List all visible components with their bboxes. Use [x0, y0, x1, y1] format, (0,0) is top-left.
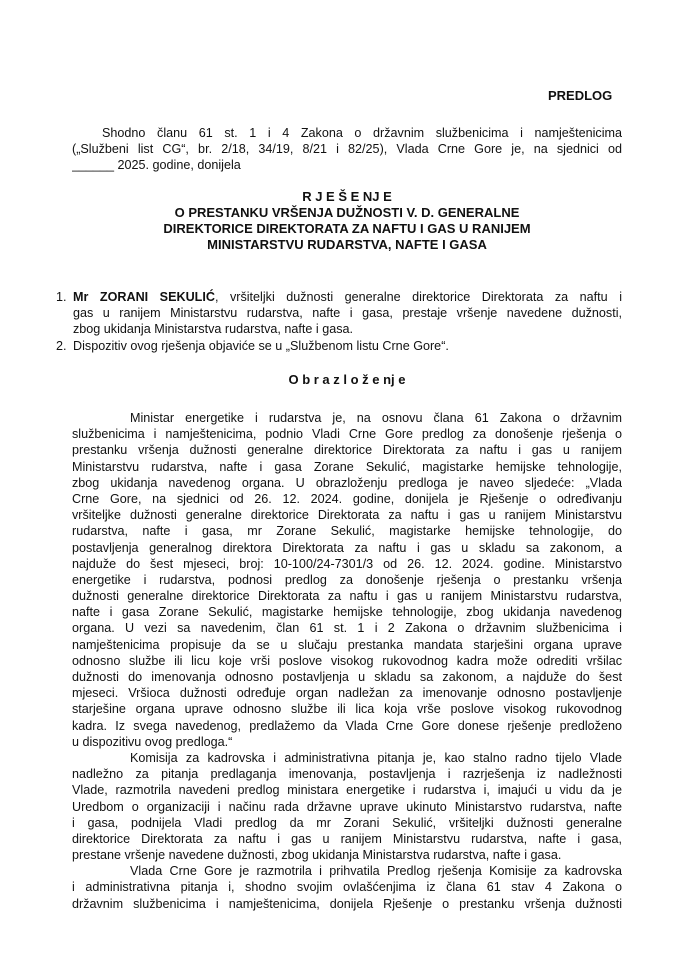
text-line: gas u ranijem Ministarstvu rudarstva, nafte i gasa, prestaje vršenje navedene dužnosti, [73, 306, 622, 321]
text-line: Ministarstvu rudarstva, nafte i gasa Zorane Sekulić, magistarke hemijske tehnologije, [72, 459, 622, 474]
text-line: nadležno za pitanja predlaganja imenovanja, postavljenja i razrješenja iz nadležnosti [72, 767, 622, 782]
text-line: Shodno članu 61 st. 1 i 4 Zakona o državnim službenicima i namještenicima [102, 126, 622, 140]
text-line: dužnosti generalne direktorice Direktorata za naftu i gas u ranijem Ministarstvu rudarstva, [72, 589, 622, 604]
text-line: organa. U vezi sa navedenim, član 61 st. 1 i 2 Zakona o državnim službenicima i [72, 621, 622, 636]
text-line: zbog ukidanja navedenog organa. U obrazloženju predloga je naveo sljedeće: „Vlada [72, 475, 622, 490]
list-item [56, 338, 622, 354]
preamble [72, 125, 622, 174]
text-line: Vlada Crne Gore je razmotrila i prihvatila Predlog rješenja Komisije za kadrovska [130, 864, 622, 879]
person-name: Mr ZORANI SEKULIĆ [73, 290, 215, 304]
list-number: 1. [56, 290, 67, 304]
decision-items [56, 289, 622, 354]
text-line: direktorice Direktorata za naftu i gas u ranijem Ministarstvu rudarstva, nafte i gasa, [72, 831, 622, 846]
text-line: rudarstva, nafte i gasa, mr Zorane Sekulić, magistarke hemijske tehnologije, do [72, 524, 622, 539]
text-line: namještenicima propisuje da se u slučaju prestanka mandata starješini organa uprave [72, 637, 622, 652]
text-line: energetike i rudarstva, podnosi predlog za donošenje rješenja o prestanku vršenja [72, 572, 622, 587]
text-line: i administrativna pitanja i, shodno svojim ovlašćenjima iz člana 61 stav 4 Zakona o [72, 880, 622, 895]
paragraph [72, 863, 622, 912]
text-line: Ministar energetike i rudarstva je, na osnovu člana 61 Zakona o državnim [130, 411, 622, 425]
text-line: vršiteljke dužnosti generalne direktorice Direktorata za naftu i gas u ranijem Ministarstvu [72, 508, 622, 523]
text-line: Dispozitiv ovog rješenja objaviće se u „Službenom listu Crne Gore“. [73, 338, 449, 353]
text-line: odnosno službe ili licu koje vrši poslove visokog rukovodnog kadra može odrediti vršilac [72, 653, 622, 668]
title-subheading-line: MINISTARSTVU RUDARSTVA, NAFTE I GASA [207, 237, 487, 252]
text-line: nafte i gasa Zorane Sekulić, magistarke hemijske tehnologije, zbog ukidanja navedenog [72, 605, 622, 620]
document-label: PREDLOG [548, 88, 613, 103]
text-line: starješine organa uprave odnosno službe ili lica koja vrše poslove visokog rukovodnog [72, 702, 622, 717]
paragraph [72, 410, 622, 750]
text-line: Vlade, razmotrila navedeni predlog ministara energetike i rudarstva i, imajući u vidu da je [72, 783, 622, 798]
text-line: Komisija za kadrovska i administrativna pitanja je, kao stalno radno tijelo Vlade [130, 750, 622, 765]
text-line [73, 289, 622, 305]
reasoning-body [72, 410, 622, 912]
text-line: postavljenja generalnog direktora Direktorata za naftu i gas u skladu sa zakonom, a [72, 540, 622, 555]
reasoning-heading: O b r a z l o ž e nj e [288, 372, 406, 387]
text-line: najduže do šest mjeseci, broj: 10-100/24-7301/3 od 26. 12. 2024. godine. Ministarstvo [72, 556, 622, 571]
text-line: dužnosti do imenovanja odnosno postavljenja u skladu sa zakonom, a najduže do šest [72, 670, 622, 684]
text-line: Crne Gore, na sjednici od 26. 12. 2024. godine, donijela je Rješenje o određivanju [72, 491, 622, 506]
text-line: mjeseci. Vršioca dužnosti određuje organ nadležan za imenovanje odnosno postavljenje [72, 686, 622, 701]
text-line: kadra. Iz svega navedenog, predlažemo da Vlada Crne Gore donese rješenje predloženo [72, 718, 622, 733]
text-line: prestanku vršenja dužnosti generalne direktorice Direktorata za naftu i gas u ranijem [72, 443, 622, 458]
paragraph [72, 750, 622, 863]
item-text: , vršiteljki dužnosti generalne direktorice Direktorata za naftu i [214, 290, 622, 304]
title-subheading-line: O PRESTANKU VRŠENJA DUŽNOSTI V. D. GENERALNE [174, 205, 520, 220]
text-line: i gasa, podnijela Vladi predlog da mr Zorani Sekulić, vršiteljki dužnosti generalne [72, 815, 622, 830]
text-line: državnim službenicima i namještenicima, donijela Rješenje o prestanku vršenja dužnosti [72, 896, 622, 911]
text-line: Uredbom o organizaciji i načinu rada državne uprave ukinuto Ministarstvo rudarstva, nafte [72, 799, 622, 814]
text-line: u dispozitivu ovog predloga.“ [72, 734, 233, 749]
text-line: službenicima i namještenicima, podnio Vladi Crne Gore predlog za donošenje rješenja o [72, 427, 622, 442]
title-subheading-line: DIREKTORICE DIREKTORATA ZA NAFTU I GAS U RANIJEM [163, 221, 531, 236]
text-line: zbog ukidanja Ministarstva rudarstva, nafte i gasa. [73, 322, 354, 337]
list-number: 2. [56, 338, 67, 353]
list-item [56, 289, 622, 338]
text-line: („Službeni list CG“, br. 2/18, 34/19, 8/21 i 82/25), Vlada Crne Gore je, na sjednici od [72, 142, 622, 157]
decision-title [72, 189, 622, 253]
title-heading: R J E Š E NJ E [302, 189, 392, 204]
text-line: prestane vršenje navedene dužnosti, zbog ukidanja Ministarstva rudarstva, nafte i gasa. [72, 848, 562, 863]
text-line: ______ 2025. godine, donijela [72, 158, 241, 173]
